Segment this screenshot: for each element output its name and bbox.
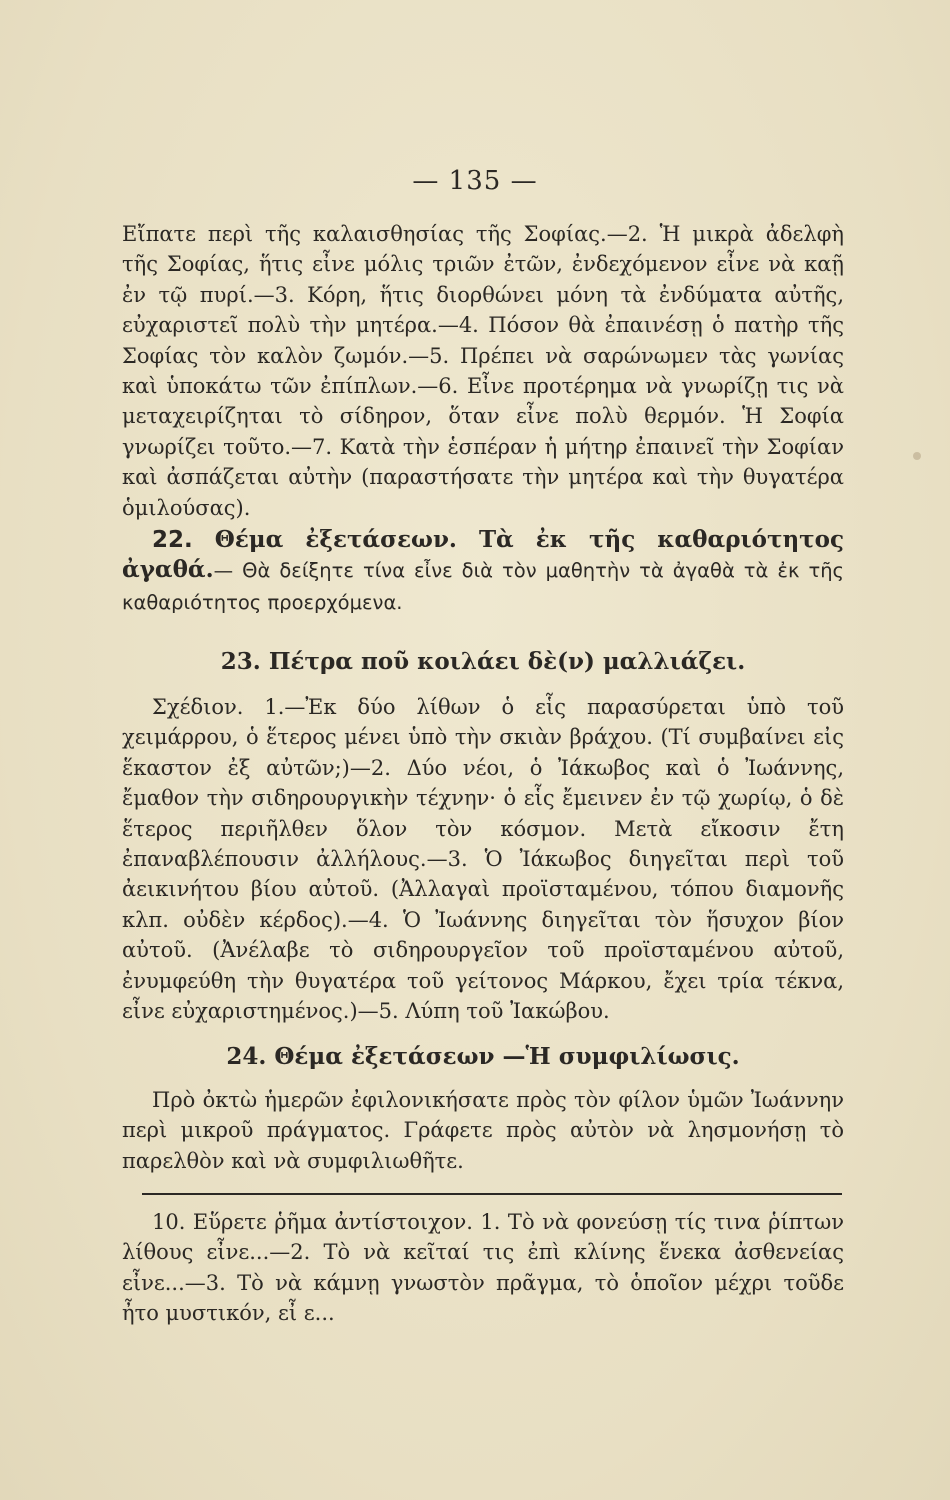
section-22-title: Θέμα ἐξετάσεων. Τὰ ἐκ τῆς καθαριότητος ἀγαθά. — [122, 526, 845, 584]
footnote-divider — [142, 1193, 842, 1195]
exercises-text: Εἴπατε περὶ τῆς καλαισθησίας τῆς Σοφίας.—2. Ἡ μικρὰ ἀδελφὴ τῆς Σοφίας, ἥτις εἶνε μόλις τριῶν ἐτῶν, ἐνδεχόμενον εἶνε νὰ καῇ ἐν τῷ πυρί.—3. Κόρη, ἥτις διορθώνει μόνη τὰ ἐνδύματα αὐτῆς, εὐχαριστεῖ πολὺ τὴν μητέρα.—4. Πόσον θὰ ἐπαινέσῃ ὁ πατὴρ τῆς Σοφίας τὸν καλὸν ζωμόν.—5. Πρέπει νὰ σαρώνωμεν τὰς γωνίας καὶ ὑποκάτω τῶν ἐπίπλων.—6. Εἶνε προτέρημα νὰ γνωρίζῃ τις νὰ μεταχειρίζηται τὸ σίδηρον, ὅταν εἶνε πολὺ θερμόν. Ἡ Σοφία γνωρίζει τοῦτο.—7. Κατὰ τὴν ἑσπέραν ἡ μήτηρ ἐπαινεῖ τὴν Σοφίαν καὶ ἀσπάζεται αὐτὴν (παραστήσατε τὴν μητέρα καὶ τὴν θυγατέρα ὁμιλούσας). — [122, 222, 844, 520]
section-22 — [122, 525, 844, 618]
section-24-title: Θέμα ἐξετάσεων —Ἡ συμφιλίωσις. — [274, 1043, 740, 1070]
exercises-paragraph — [122, 219, 844, 523]
section-23-text: Σχέδιον. 1.—Ἐκ δύο λίθων ὁ εἷς παρασύρεται ὑπὸ τοῦ χειμάρρου, ὁ ἕτερος μένει ὑπὸ τὴν σκιὰν βράχου. (Τί συμβαίνει εἰς ἕκαστον ἐξ αὐτῶν;)—2. Δύο νέοι, ὁ Ἰάκωβος καὶ ὁ Ἰωάννης, ἔμαθον τὴν σιδηρουργικὴν τέχνην· ὁ εἷς ἔμεινεν ἐν τῷ χωρίῳ, ὁ δὲ ἕτερος περιῆλθεν ὅλον τὸν κόσμον. Μετὰ εἴκοσιν ἔτη ἐπαναβλέπουσιν ἀλλήλους.—3. Ὁ Ἰάκωβος διηγεῖται περὶ τοῦ ἀεικινήτου βίου αὐτοῦ. (Ἀλλαγαὶ προϊσταμένου, τόπου διαμονῆς κλπ. οὐδὲν κέρδος).—4. Ὁ Ἰωάννης διηγεῖται τὸν ἥσυχον βίον αὐτοῦ. (Ἀνέλαβε τὸ σιδηρουργεῖον τοῦ προϊσταμένου αὐτοῦ, ἐνυμφεύθη τὴν θυγατέρα τοῦ γείτονος Μάρκου, ἔχει τρία τέκνα, εἶνε εὐχαριστημένος.)—5. Λύπη τοῦ Ἰακώβου. — [122, 695, 844, 1024]
section-23-title: Πέτρα ποῦ κοιλάει δὲ(ν) μαλλιάζει. — [268, 648, 746, 675]
section-23-number: 23. — [220, 648, 261, 675]
section-23-heading — [122, 645, 844, 679]
footnote-text: 10. Εὕρετε ῥῆμα ἀντίστοιχον. 1. Τὸ νὰ φονεύσῃ τίς τινα ῥίπτων λίθους εἶνε...—2. Τὸ νὰ κεῖταί τις ἐπὶ κλίνης ἕνεκα ἀσθενείας εἶνε...—3. Τὸ νὰ κάμνῃ γνωστὸν πρᾶγμα, τὸ ὁποῖον μέχρι τοῦδε ἦτο μυστικόν, εἶ ε... — [122, 1210, 844, 1326]
section-24-text: Πρὸ ὀκτὼ ἡμερῶν ἐφιλονικήσατε πρὸς τὸν φίλον ὑμῶν Ἰωάννην περὶ μικροῦ πράγματος. Γράφετε πρὸς αὐτὸν νὰ λησμονήσῃ τὸ παρελθὸν καὶ νὰ συμφιλιωθῆτε. — [122, 1088, 844, 1173]
section-22-text: — Θὰ δείξητε τίνα εἶνε διὰ τὸν μαθητὴν τὰ ἀγαθὰ τὰ ἐκ τῆς καθαριότητος προερχόμενα. — [122, 559, 844, 614]
paper-stain — [913, 452, 921, 460]
section-22-number: 22. — [152, 527, 193, 553]
section-22-paragraph — [122, 525, 844, 618]
page-number: — 135 — — [412, 166, 538, 196]
section-23 — [122, 692, 844, 1026]
footnote — [122, 1207, 844, 1329]
section-24-heading — [122, 1040, 844, 1074]
section-24-number: 24. — [226, 1043, 267, 1070]
section-24 — [122, 1085, 844, 1176]
